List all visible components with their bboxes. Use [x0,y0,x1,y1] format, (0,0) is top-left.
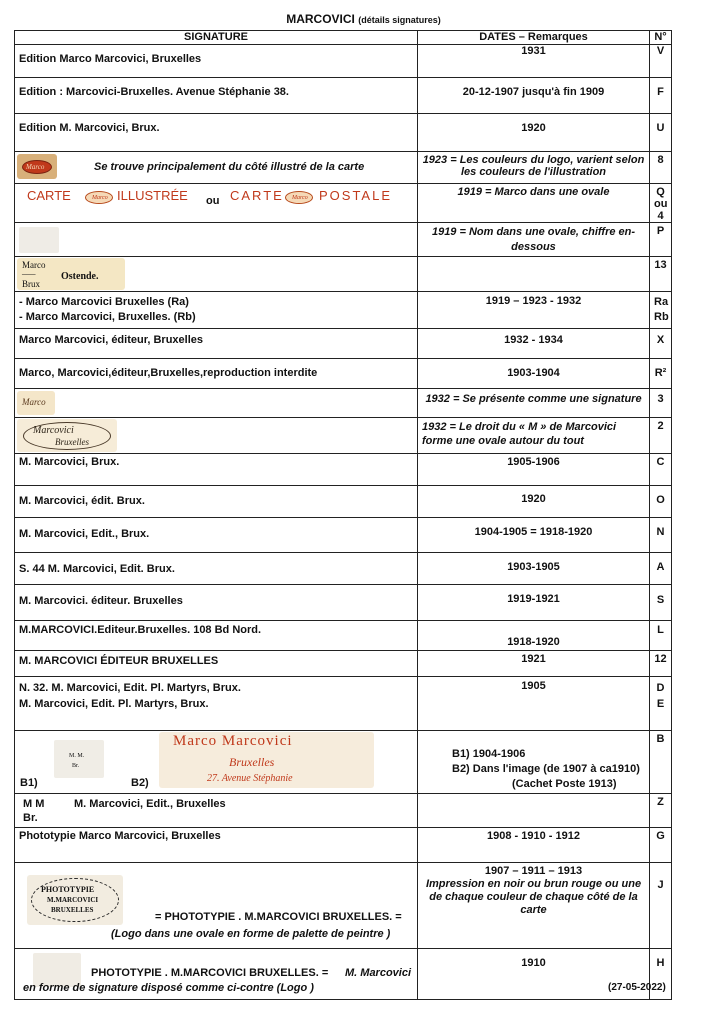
signature-cell: Phototypie Marco Marcovici, Bruxelles [15,828,418,863]
num-cell: A [650,553,672,585]
table-row [15,863,672,949]
signature-cell: Marco, Marcovici,éditeur,Bruxelles,reproduction interdite [15,359,418,389]
table-row [15,585,672,621]
dates-cell: 1918-1920 [418,621,650,651]
signature-cell: M.MARCOVICI.Editeur.Bruxelles. 108 Bd Nord. [15,621,418,651]
table-row [15,223,672,257]
signature-note: en forme de signature disposé comme ci-contre (Logo ) [23,982,314,994]
dates-cell: 1932 = Se présente comme une signature [418,389,650,418]
phototypie-oval-logo: PHOTOTYPIE M.MARCOVICI BRUXELLES [27,875,123,925]
num-cell: D E [650,677,672,731]
dates-cell: 1905-1906 [418,454,650,486]
signature-table [14,30,672,1000]
num-cell: 2 [650,418,672,454]
dates-cell: 1905 [418,677,650,731]
signature-cell: M. Marcovici. éditeur. Bruxelles [15,585,418,621]
num-cell: B [650,731,672,794]
signature-text: Se trouve principalement du côté illustré de la carte [94,161,365,173]
b1-label: B1) [20,777,38,789]
signature-cell: - Marco Marcovici Bruxelles (Ra) - Marco Marcovici, Bruxelles. (Rb) [15,292,418,329]
signature-text: PHOTOTYPIE . M.MARCOVICI BRUXELLES. = [91,967,329,979]
signature-cell: M M Br. M. Marcovici, Edit., Bruxelles [15,794,418,828]
dates-cell: 1904-1905 = 1918-1920 [418,518,650,553]
signature-cell: S. 44 M. Marcovici, Edit. Brux. [15,553,418,585]
table-row [15,651,672,677]
dates-cell: B1) 1904-1906 B2) Dans l'image (de 1907 à ca1910) (Cachet Poste 1913) [418,731,650,794]
num-cell: Ra Rb [650,292,672,329]
table-row [15,486,672,518]
header-signature: SIGNATURE [15,31,418,45]
dates-cell [418,257,650,292]
num-cell: P [650,223,672,257]
dates-cell: 1903-1904 [418,359,650,389]
faded-logo-image [19,227,59,253]
dates-cell: 1923 = Les couleurs du logo, varient selon les couleurs de l'illustration [418,152,650,184]
table-header-row [15,31,672,45]
num-cell: R² [650,359,672,389]
table-row [15,828,672,863]
dates-cell [418,794,650,828]
marcovici-oval-logo: Marcovici Bruxelles [17,419,117,452]
signature-text: = PHOTOTYPIE . M.MARCOVICI BRUXELLES. = [155,911,402,923]
num-cell: Z [650,794,672,828]
table-row [15,454,672,486]
dates-cell: 20-12-1907 jusqu'à fin 1909 [418,78,650,114]
num-cell: J [650,863,672,949]
table-row [15,359,672,389]
signature-cell: CARTE Marco ILLUSTRÉE ou CARTE Marco POSTALE [15,184,418,223]
dates-cell: 1907 – 1911 – 1913 Impression en noir ou brun rouge ou une de chaque couleur de chaque côté de la carte [418,863,650,949]
page-title [0,12,727,26]
footer-date: (27-05-2022) [608,982,666,993]
or-text: ou [206,195,220,207]
signature-text: M. Marcovici, Edit., Bruxelles [74,798,226,810]
table-row [15,677,672,731]
num-cell: S [650,585,672,621]
table-row [15,78,672,114]
num-cell: N [650,518,672,553]
marco-logo-image: Marco [17,154,57,179]
table-row [15,553,672,585]
signature-cell [15,418,418,454]
signature-cell [15,389,418,418]
num-cell: U [650,114,672,152]
title-sub: (détails signatures) [358,15,441,25]
signature-cell: Edition : Marcovici-Bruxelles. Avenue Stéphanie 38. [15,78,418,114]
signature-cell: Edition Marco Marcovici, Bruxelles [15,45,418,78]
dates-cell: 1932 - 1934 [418,329,650,359]
table-row [15,418,672,454]
signature-cell: M. Marcovici, édit. Brux. [15,486,418,518]
num-cell: F [650,78,672,114]
signature-cell: M. Marcovici, Brux. [15,454,418,486]
table-row [15,949,672,1000]
num-cell: L [650,621,672,651]
dates-cell: 1921 [418,651,650,677]
signature-cell [15,152,418,184]
dates-cell: 1919 = Nom dans une ovale, chiffre en-dessous [418,223,650,257]
num-cell: G [650,828,672,863]
num-cell: O [650,486,672,518]
table-row [15,45,672,78]
num-cell: V [650,45,672,78]
carte-postale-text: CARTE [230,188,284,203]
marco-oval-logo: Marco [285,191,313,204]
num-cell: H [650,949,672,1000]
header-num: N° [650,31,672,45]
table-row [15,152,672,184]
dates-cell: 1903-1905 [418,553,650,585]
num-cell: C [650,454,672,486]
signature-note: (Logo dans une ovale en forme de palette de peintre ) [111,928,391,940]
table-row [15,621,672,651]
signature-cell: N. 32. M. Marcovici, Edit. Pl. Martyrs, Brux. M. Marcovici, Edit. Pl. Martyrs, Brux. [15,677,418,731]
table-row [15,257,672,292]
signature-cell: M. MARCOVICI ÉDITEUR BRUXELLES [15,651,418,677]
signature-cell: Edition M. Marcovici, Brux. [15,114,418,152]
num-cell: 8 [650,152,672,184]
dates-cell: 1910 [418,949,650,1000]
marco-marcovici-stamp-image: Marco Marcovici Bruxelles 27. Avenue Stéphanie [159,732,374,788]
num-cell: 12 [650,651,672,677]
title-main: MARCOVICI [286,12,355,26]
table-row [15,389,672,418]
marco-signature-logo: Marco [17,391,55,415]
signature-cell: PHOTOTYPIE . M.MARCOVICI BRUXELLES. = M. Marcovici en forme de signature disposé comme ci-contre (Logo ) [15,949,418,1000]
header-dates: DATES – Remarques [418,31,650,45]
num-cell: X [650,329,672,359]
mm-stamp-image: M. M. Br. [54,740,104,778]
signature-cell: M. Marcovici, Edit., Brux. [15,518,418,553]
dates-cell: 1932 = Le droit du « M » de Marcovici forme une ovale autour du tout [418,418,650,454]
signature-cell [15,223,418,257]
dates-cell: 1920 [418,114,650,152]
table-row [15,184,672,223]
signature-cell [15,731,418,794]
table-row [15,731,672,794]
num-cell: Q ou 4 [650,184,672,223]
signature-cell [15,257,418,292]
dates-cell: 1919 = Marco dans une ovale [418,184,650,223]
num-cell: 3 [650,389,672,418]
dates-cell: 1919 – 1923 - 1932 [418,292,650,329]
dates-cell: 1908 - 1910 - 1912 [418,828,650,863]
dates-cell: 1931 [418,45,650,78]
table-row [15,114,672,152]
dates-cell: 1919-1921 [418,585,650,621]
table-row [15,794,672,828]
num-cell: 13 [650,257,672,292]
b2-label: B2) [131,777,149,789]
table-row [15,329,672,359]
dates-cell: 1920 [418,486,650,518]
ostende-stamp-image: Marco ––– Brux Ostende. [17,258,125,290]
signature-cell [15,863,418,949]
table-row [15,518,672,553]
carte-illustree-text: CARTE [27,188,71,203]
table-row [15,292,672,329]
signature-cell: Marco Marcovici, éditeur, Bruxelles [15,329,418,359]
marco-oval-logo: Marco [85,191,113,204]
